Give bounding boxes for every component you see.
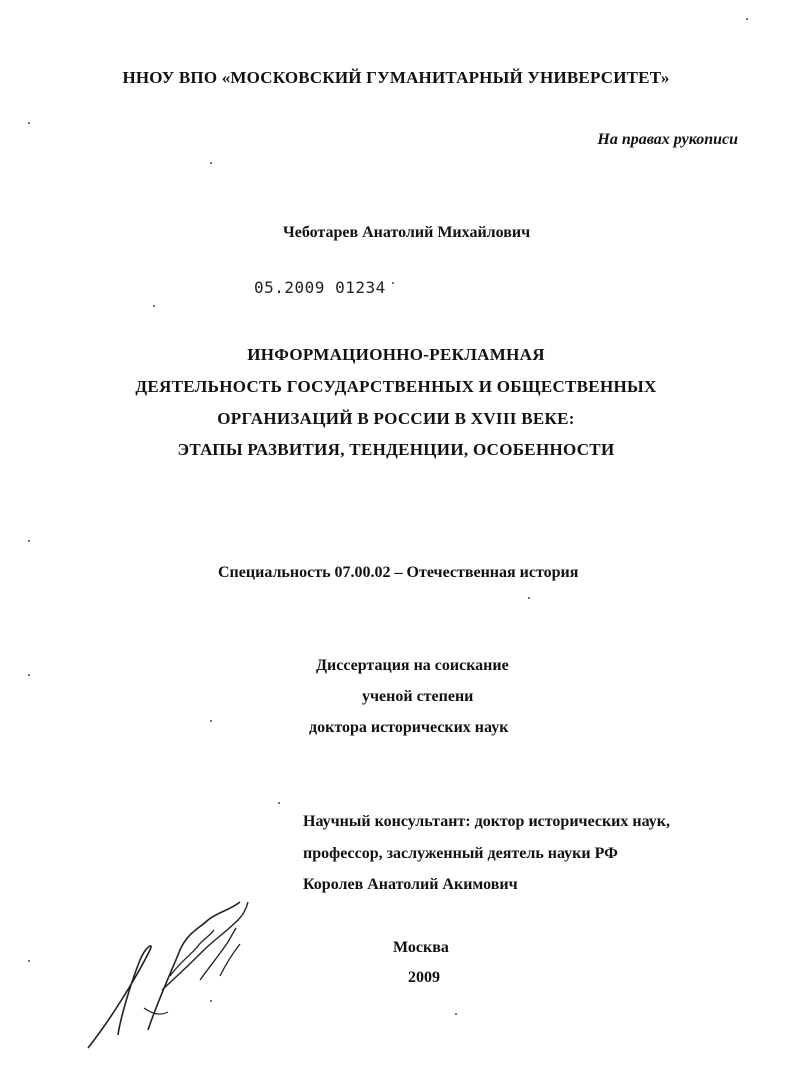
title-line: ИНФОРМАЦИОННО-РЕКЛАМНАЯ	[247, 345, 545, 364]
scan-speck	[455, 1013, 457, 1015]
title-line: ДЕЯТЕЛЬНОСТЬ ГОСУДАРСТВЕННЫХ И ОБЩЕСТВЕННЫХ	[135, 377, 657, 396]
library-stamp-code: 05.2009 01234	[254, 278, 386, 297]
scientific-advisor-line: Королев Анатолий Акимович	[303, 876, 518, 893]
scan-speck	[278, 802, 280, 804]
scan-speck	[153, 305, 155, 307]
scientific-advisor-line: профессор, заслуженный деятель науки РФ	[303, 845, 618, 862]
scan-speck	[392, 282, 394, 284]
scan-speck	[210, 1000, 212, 1002]
scan-speck	[28, 540, 30, 542]
city: Москва	[393, 939, 449, 956]
scan-speck	[210, 720, 212, 722]
scan-speck	[28, 674, 30, 676]
scan-speck	[210, 162, 212, 164]
dissertation-degree-line: ученой степени	[362, 688, 474, 705]
scan-speck	[528, 597, 530, 599]
scan-speck	[746, 18, 748, 20]
manuscript-rights-note: На правах рукописи	[597, 131, 738, 148]
title-line: ЭТАПЫ РАЗВИТИЯ, ТЕНДЕНЦИИ, ОСОБЕННОСТИ	[177, 440, 615, 459]
scan-speck	[28, 122, 30, 124]
university-header: ННОУ ВПО «МОСКОВСКИЙ ГУМАНИТАРНЫЙ УНИВЕРСИТЕТ»	[122, 68, 670, 87]
scan-speck	[28, 960, 30, 962]
title-line: ОРГАНИЗАЦИЙ В РОССИИ В XVIII ВЕКЕ:	[217, 409, 575, 428]
year: 2009	[408, 969, 440, 986]
dissertation-degree-line: доктора исторических наук	[309, 719, 509, 736]
scientific-advisor-line: Научный консультант: доктор исторических наук,	[303, 813, 671, 830]
dissertation-degree-line: Диссертация на соискание	[316, 657, 509, 674]
specialty-line: Специальность 07.00.02 – Отечественная история	[218, 564, 579, 581]
author-name: Чеботарев Анатолий Михайлович	[283, 224, 531, 241]
signature-icon	[80, 880, 260, 1060]
